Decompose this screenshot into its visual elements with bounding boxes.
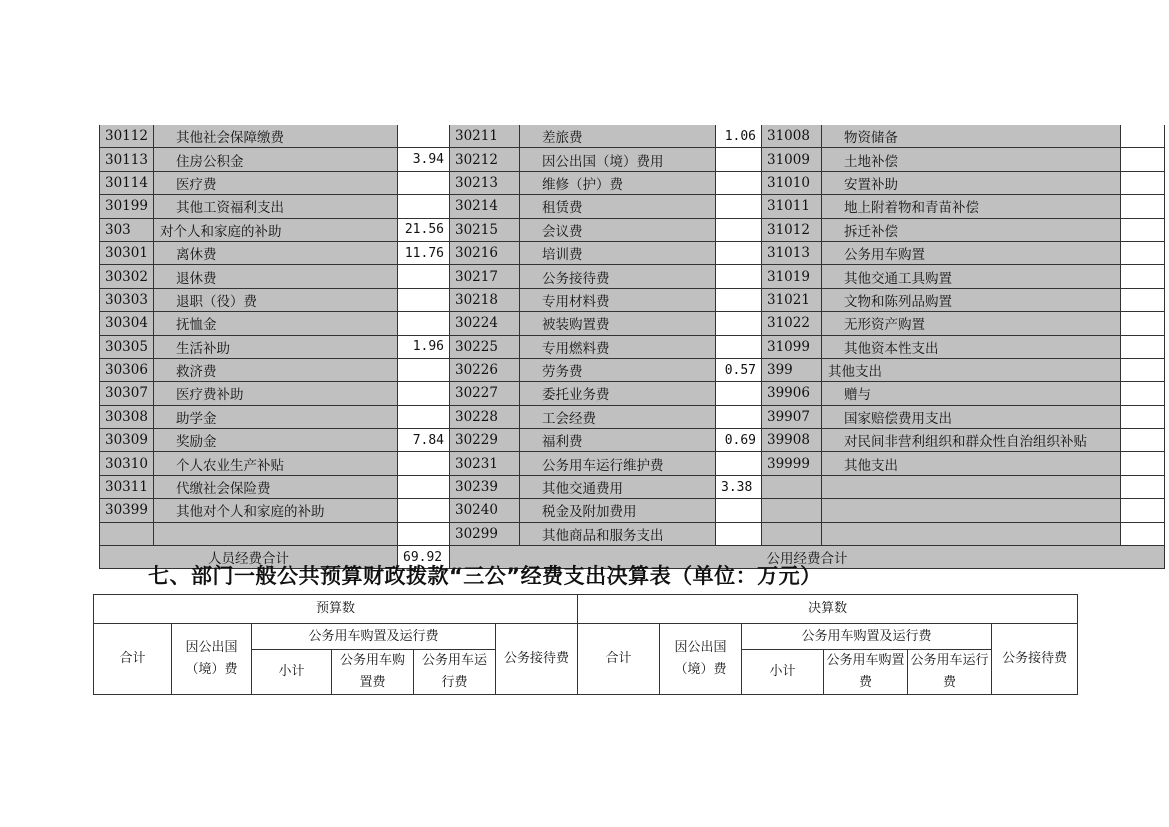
final-subtotal-header: 小计: [742, 650, 824, 695]
amount-cell: [1121, 265, 1165, 288]
item-name-cell: 土地补偿: [822, 148, 1121, 171]
amount-cell: [398, 405, 450, 428]
code-cell: 30114: [100, 171, 154, 194]
public-total-label: 公用经费合计: [450, 546, 1165, 569]
item-name-cell: 其他工资福利支出: [154, 195, 398, 218]
item-name-cell: 医疗费补助: [154, 382, 398, 405]
amount-cell: [716, 312, 762, 335]
amount-cell: [716, 241, 762, 264]
amount-cell: [1121, 522, 1165, 545]
code-cell: 30218: [450, 288, 520, 311]
table-row: [100, 241, 1165, 264]
item-name-cell: 税金及附加费用: [520, 499, 716, 522]
amount-cell: [1121, 148, 1165, 171]
code-cell: 31099: [762, 335, 822, 358]
section-title: 七、部门一般公共预算财政拨款“三公”经费支出决算表（单位：万元）: [148, 564, 822, 588]
item-name-cell: 对个人和家庭的补助: [154, 218, 398, 241]
final-vehicle-group-header: 公务用车购置及运行费: [742, 624, 992, 650]
table-row: [100, 125, 1165, 148]
amount-cell: 7.84: [398, 429, 450, 452]
amount-cell: [398, 358, 450, 381]
amount-cell: [716, 218, 762, 241]
code-cell: 30307: [100, 382, 154, 405]
code-cell: 31011: [762, 195, 822, 218]
table-row: [100, 312, 1165, 335]
item-name-cell: 其他支出: [822, 358, 1121, 381]
item-name-cell: 委托业务费: [520, 382, 716, 405]
item-name-cell: 退职（役）费: [154, 288, 398, 311]
item-name-cell: 物资储备: [822, 125, 1121, 148]
item-name-cell: 其他社会保障缴费: [154, 125, 398, 148]
code-cell: [762, 475, 822, 498]
item-name-cell: 福利费: [520, 429, 716, 452]
code-cell: 30228: [450, 405, 520, 428]
amount-cell: [716, 148, 762, 171]
table-row: [100, 499, 1165, 522]
amount-cell: 3.94: [398, 148, 450, 171]
expense-table-body: [100, 125, 1165, 569]
code-cell: 30311: [100, 475, 154, 498]
amount-cell: [716, 265, 762, 288]
amount-cell: 11.76: [398, 241, 450, 264]
budget-vehicle-operation-header: 公务用车运行费: [414, 650, 496, 695]
table-row: [100, 452, 1165, 475]
budget-vehicle-group-header: 公务用车购置及运行费: [252, 624, 496, 650]
amount-cell: [1121, 125, 1165, 148]
amount-cell: [1121, 452, 1165, 475]
item-name-cell: 赠与: [822, 382, 1121, 405]
code-cell: 30211: [450, 125, 520, 148]
item-name-cell: 其他交通费用: [520, 475, 716, 498]
item-name-cell: 其他商品和服务支出: [520, 522, 716, 545]
code-cell: 39908: [762, 429, 822, 452]
code-cell: 30214: [450, 195, 520, 218]
budget-header: 预算数: [94, 595, 578, 624]
item-name-cell: 专用材料费: [520, 288, 716, 311]
code-cell: 30216: [450, 241, 520, 264]
item-name-cell: 代缴社会保险费: [154, 475, 398, 498]
code-cell: 30240: [450, 499, 520, 522]
amount-cell: 1.06: [716, 125, 762, 148]
amount-cell: 0.69: [716, 429, 762, 452]
amount-cell: [398, 171, 450, 194]
code-cell: 30299: [450, 522, 520, 545]
item-name-cell: 安置补助: [822, 171, 1121, 194]
amount-cell: [716, 195, 762, 218]
amount-cell: [398, 288, 450, 311]
item-name-cell: 被装购置费: [520, 312, 716, 335]
amount-cell: [716, 171, 762, 194]
code-cell: 30199: [100, 195, 154, 218]
item-name-cell: [822, 522, 1121, 545]
amount-cell: [1121, 475, 1165, 498]
code-cell: 30229: [450, 429, 520, 452]
code-cell: 30231: [450, 452, 520, 475]
amount-cell: [398, 195, 450, 218]
final-vehicle-purchase-header: 公务用车购置费: [824, 650, 908, 695]
code-cell: 30309: [100, 429, 154, 452]
amount-cell: [1121, 195, 1165, 218]
sangong-table: [93, 594, 1078, 695]
code-cell: 30215: [450, 218, 520, 241]
table-row: [100, 288, 1165, 311]
item-name-cell: 其他资本性支出: [822, 335, 1121, 358]
amount-cell: [398, 312, 450, 335]
amount-cell: 0.57: [716, 358, 762, 381]
item-name-cell: 奖励金: [154, 429, 398, 452]
amount-cell: [1121, 241, 1165, 264]
code-cell: 30225: [450, 335, 520, 358]
code-cell: 30306: [100, 358, 154, 381]
amount-cell: [716, 522, 762, 545]
item-name-cell: 租赁费: [520, 195, 716, 218]
amount-cell: [398, 265, 450, 288]
code-cell: 30308: [100, 405, 154, 428]
item-name-cell: 救济费: [154, 358, 398, 381]
code-cell: 39906: [762, 382, 822, 405]
expense-table: [99, 125, 1165, 569]
amount-cell: [716, 499, 762, 522]
personnel-total-label: 人员经费合计: [100, 546, 398, 569]
item-name-cell: 无形资产购置: [822, 312, 1121, 335]
code-cell: 31013: [762, 241, 822, 264]
item-name-cell: 离休费: [154, 241, 398, 264]
amount-cell: [1121, 382, 1165, 405]
item-name-cell: 生活补助: [154, 335, 398, 358]
final-header: 决算数: [578, 595, 1078, 624]
code-cell: 30113: [100, 148, 154, 171]
amount-cell: [1121, 429, 1165, 452]
code-cell: 30224: [450, 312, 520, 335]
amount-cell: [1121, 288, 1165, 311]
table-row: [100, 148, 1165, 171]
item-name-cell: 住房公积金: [154, 148, 398, 171]
code-cell: 30302: [100, 265, 154, 288]
code-cell: 39907: [762, 405, 822, 428]
code-cell: 30239: [450, 475, 520, 498]
code-cell: 31009: [762, 148, 822, 171]
budget-total-header: 合计: [94, 624, 172, 695]
item-name-cell: [822, 499, 1121, 522]
code-cell: [100, 522, 154, 545]
code-cell: 30112: [100, 125, 154, 148]
code-cell: 30310: [100, 452, 154, 475]
item-name-cell: 公务用车购置: [822, 241, 1121, 264]
item-name-cell: 抚恤金: [154, 312, 398, 335]
budget-subtotal-header: 小计: [252, 650, 332, 695]
code-cell: 30212: [450, 148, 520, 171]
amount-cell: [716, 452, 762, 475]
code-cell: [762, 499, 822, 522]
table-row: [100, 195, 1165, 218]
item-name-cell: 对民间非营利组织和群众性自治组织补贴: [822, 429, 1121, 452]
amount-cell: [398, 499, 450, 522]
table-row: [100, 218, 1165, 241]
code-cell: 31008: [762, 125, 822, 148]
item-name-cell: 拆迁补偿: [822, 218, 1121, 241]
amount-cell: [398, 452, 450, 475]
amount-cell: [1121, 218, 1165, 241]
budget-abroad-header: 因公出国（境）费: [172, 624, 252, 695]
code-cell: 31022: [762, 312, 822, 335]
budget-vehicle-purchase-header: 公务用车购置费: [332, 650, 414, 695]
item-name-cell: 差旅费: [520, 125, 716, 148]
item-name-cell: 专用燃料费: [520, 335, 716, 358]
code-cell: 39999: [762, 452, 822, 475]
final-total-header: 合计: [578, 624, 660, 695]
item-name-cell: 公务接待费: [520, 265, 716, 288]
item-name-cell: [822, 475, 1121, 498]
amount-cell: [716, 382, 762, 405]
code-cell: 399: [762, 358, 822, 381]
item-name-cell: 维修（护）费: [520, 171, 716, 194]
amount-cell: [1121, 405, 1165, 428]
code-cell: 30217: [450, 265, 520, 288]
amount-cell: [716, 405, 762, 428]
amount-cell: [398, 382, 450, 405]
table-row: [100, 429, 1165, 452]
amount-cell: [398, 475, 450, 498]
amount-cell: [398, 522, 450, 545]
code-cell: [762, 522, 822, 545]
amount-cell: [1121, 312, 1165, 335]
final-abroad-header: 因公出国（境）费: [660, 624, 742, 695]
code-cell: 30305: [100, 335, 154, 358]
code-cell: 31019: [762, 265, 822, 288]
item-name-cell: 国家赔偿费用支出: [822, 405, 1121, 428]
final-vehicle-operation-header: 公务用车运行费: [908, 650, 992, 695]
code-cell: 31012: [762, 218, 822, 241]
item-name-cell: 退休费: [154, 265, 398, 288]
amount-cell: 3.38: [716, 475, 762, 498]
item-name-cell: 文物和陈列品购置: [822, 288, 1121, 311]
item-name-cell: 会议费: [520, 218, 716, 241]
amount-cell: [1121, 335, 1165, 358]
code-cell: 31021: [762, 288, 822, 311]
amount-cell: [716, 335, 762, 358]
code-cell: 31010: [762, 171, 822, 194]
budget-reception-header: 公务接待费: [496, 624, 578, 695]
item-name-cell: 工会经费: [520, 405, 716, 428]
code-cell: 30304: [100, 312, 154, 335]
amount-cell: [716, 288, 762, 311]
table-row: [100, 475, 1165, 498]
item-name-cell: 劳务费: [520, 358, 716, 381]
item-name-cell: 其他支出: [822, 452, 1121, 475]
amount-cell: [1121, 358, 1165, 381]
item-name-cell: 其他交通工具购置: [822, 265, 1121, 288]
table-row: [100, 405, 1165, 428]
final-reception-header: 公务接待费: [992, 624, 1078, 695]
code-cell: 303: [100, 218, 154, 241]
code-cell: 30301: [100, 241, 154, 264]
code-cell: 30213: [450, 171, 520, 194]
amount-cell: 1.96: [398, 335, 450, 358]
amount-cell: [398, 125, 450, 148]
item-name-cell: 因公出国（境）费用: [520, 148, 716, 171]
amount-cell: [1121, 499, 1165, 522]
item-name-cell: 地上附着物和青苗补偿: [822, 195, 1121, 218]
amount-cell: [1121, 171, 1165, 194]
personnel-total-value: 69.92: [398, 546, 450, 569]
table-row: [100, 382, 1165, 405]
item-name-cell: 培训费: [520, 241, 716, 264]
code-cell: 30227: [450, 382, 520, 405]
table-row: [100, 335, 1165, 358]
table-row: [100, 171, 1165, 194]
code-cell: 30226: [450, 358, 520, 381]
amount-cell: 21.56: [398, 218, 450, 241]
table-row: [100, 358, 1165, 381]
item-name-cell: 医疗费: [154, 171, 398, 194]
item-name-cell: 其他对个人和家庭的补助: [154, 499, 398, 522]
code-cell: 30399: [100, 499, 154, 522]
table-row: [100, 265, 1165, 288]
item-name-cell: [154, 522, 398, 545]
item-name-cell: 公务用车运行维护费: [520, 452, 716, 475]
item-name-cell: 助学金: [154, 405, 398, 428]
code-cell: 30303: [100, 288, 154, 311]
table-row: [100, 522, 1165, 545]
item-name-cell: 个人农业生产补贴: [154, 452, 398, 475]
